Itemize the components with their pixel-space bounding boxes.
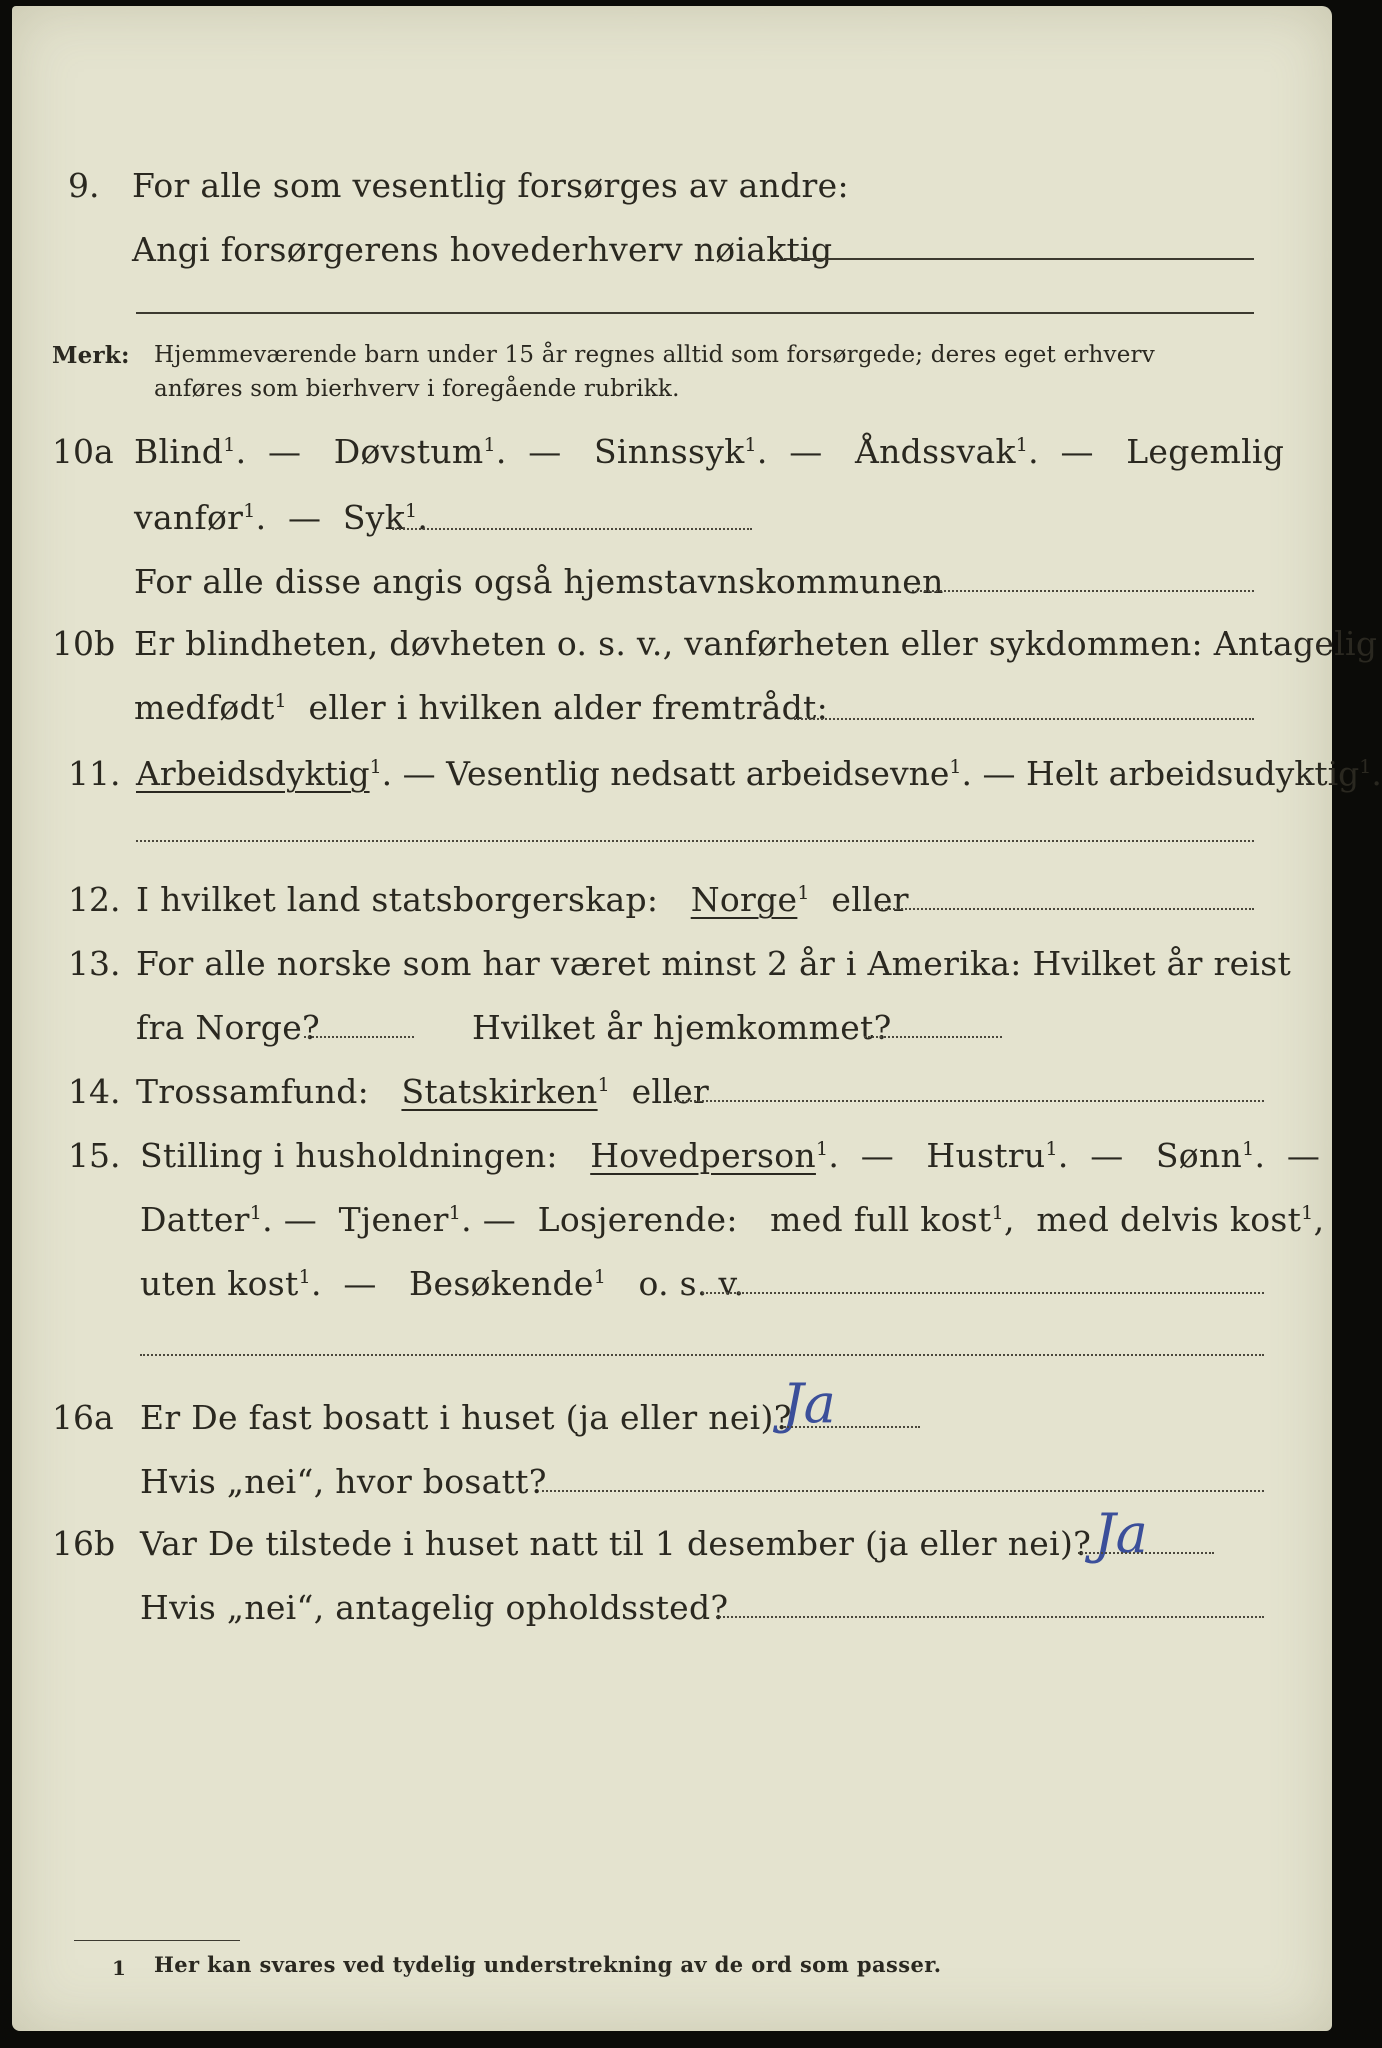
q10b-answer-line[interactable] <box>794 718 1254 720</box>
q13-fra-label: fra Norge? <box>136 1008 321 1047</box>
q14-line: Trossamfund: Statskirken$^1$ eller <box>136 1072 710 1111</box>
q13-line1: For alle norske som har været minst 2 år i Amerika: Hvilket år reist <box>136 944 1292 983</box>
delviskost-option[interactable]: med delvis kost <box>1036 1200 1302 1239</box>
q10b-line1: Er blindheten, døvheten o. s. v., vanførheten eller sykdommen: Antagelig <box>134 624 1378 663</box>
q9-answer-line-2[interactable] <box>136 312 1254 314</box>
q16b-followup-line[interactable] <box>716 1616 1264 1618</box>
q9-number: 9. <box>68 166 100 205</box>
hovedperson-option[interactable]: Hovedperson <box>590 1136 816 1175</box>
q16b-question: Var De tilstede i huset natt til 1 desember (ja eller nei)? <box>140 1524 1092 1563</box>
tjener-option[interactable]: Tjener <box>338 1200 449 1239</box>
q14-number: 14. <box>68 1072 121 1111</box>
q10a-line2: vanfør$^1$. — Syk$^1$. <box>134 498 429 537</box>
q15-number: 15. <box>68 1136 121 1175</box>
q15-answer-line[interactable] <box>702 1292 1264 1294</box>
datter-option[interactable]: Datter <box>140 1200 250 1239</box>
q16a-number: 16a <box>52 1398 114 1437</box>
footnote-rule <box>74 1940 240 1941</box>
q12-line: I hvilket land statsborgerskap: Norge$^1$ eller <box>136 880 909 919</box>
besokende-option[interactable]: Besøkende <box>409 1264 594 1303</box>
q14-answer-line[interactable] <box>674 1100 1264 1102</box>
dovstum-option[interactable]: Døvstum <box>333 432 484 471</box>
sonn-option[interactable]: Sønn <box>1155 1136 1243 1175</box>
q10a-kommune-line[interactable] <box>912 590 1254 592</box>
syk-option[interactable]: Syk <box>342 498 406 537</box>
andssvak-option[interactable]: Åndssvak <box>854 432 1016 471</box>
fullkost-option[interactable]: med full kost <box>770 1200 992 1239</box>
q12-number: 12. <box>68 880 121 919</box>
q11-line: Arbeidsdyktig$^1$. — Vesentlig nedsatt arbeidsevne$^1$. — Helt arbeidsudyktig$^1$. <box>136 754 1382 793</box>
sinnssyk-option[interactable]: Sinnssyk <box>593 432 745 471</box>
q13-number: 13. <box>68 944 121 983</box>
merk-line2: anføres som bierhverv i foregående rubrikk. <box>154 376 680 402</box>
q10a-line3: For alle disse angis også hjemstavnskommunen <box>134 562 944 601</box>
q10b-number: 10b <box>52 624 116 663</box>
q16a-followup-line[interactable] <box>542 1490 1264 1492</box>
q13-fra-line[interactable] <box>304 1036 414 1038</box>
utenkost-option[interactable]: uten kost <box>140 1264 299 1303</box>
vanfor-option[interactable]: vanfør <box>134 498 244 537</box>
vesentlig-option[interactable]: Vesentlig nedsatt arbeidsevne <box>446 754 950 793</box>
q15-line3: uten kost$^1$. — Besøkende$^1$ o. s. v. <box>140 1264 745 1303</box>
census-form-page <box>12 6 1382 2031</box>
q16b-followup: Hvis „nei“, antagelig opholdssted? <box>140 1588 729 1627</box>
q10a-syk-line[interactable] <box>392 528 752 530</box>
footnote-text: Her kan svares ved tydelig understrekning av de ord som passer. <box>154 1952 942 1977</box>
statskirken-option[interactable]: Statskirken <box>401 1072 598 1111</box>
q10b-line2: medfødt$^1$ eller i hvilken alder fremtrådt: <box>134 688 829 727</box>
hustru-option[interactable]: Hustru <box>926 1136 1046 1175</box>
legemlig-option[interactable]: Legemlig <box>1126 432 1285 471</box>
merk-label: Merk: <box>52 342 130 369</box>
q13-hjem-label: Hvilket år hjemkommet? <box>472 1008 892 1047</box>
medfodt-option[interactable]: medfødt <box>134 688 275 727</box>
q10a-number: 10a <box>52 432 114 471</box>
q10a-line1: Blind$^1$. — Døvstum$^1$. — Sinnssyk$^1$. — Åndssvak$^1$. — Legemlig <box>134 432 1285 471</box>
q16b-answer-line[interactable] <box>1078 1552 1214 1554</box>
q12-answer-line[interactable] <box>878 908 1254 910</box>
helt-option[interactable]: Helt arbeidsudyktig <box>1025 754 1360 793</box>
q16a-followup: Hvis „nei“, hvor bosatt? <box>140 1462 547 1501</box>
q9-line2: Angi forsørgerens hovederhverv nøiaktig <box>132 230 833 269</box>
q15-line2: Datter$^1$. — Tjener$^1$. — Losjerende: med full kost$^1$, med delvis kost$^1$, <box>140 1200 1325 1239</box>
arbeidsdyktig-option[interactable]: Arbeidsdyktig <box>136 754 370 793</box>
merk-line1: Hjemmeværende barn under 15 år regnes alltid som forsørgede; deres eget erhverv <box>154 342 1155 368</box>
q9-line1: For alle som vesentlig forsørges av andre: <box>132 166 849 205</box>
q15-answer-line-2[interactable] <box>140 1354 1264 1356</box>
q16b-handwritten-answer[interactable]: Ja <box>1094 1502 1148 1565</box>
q16b-number: 16b <box>52 1524 116 1563</box>
q16a-question: Er De fast bosatt i huset (ja eller nei)? <box>140 1398 792 1437</box>
q16a-answer-line[interactable] <box>784 1426 920 1428</box>
q11-number: 11. <box>68 754 121 793</box>
q11-answer-line[interactable] <box>136 840 1254 842</box>
q13-hjem-line[interactable] <box>864 1036 1002 1038</box>
q15-line1: Stilling i husholdningen: Hovedperson$^1$. — Hustru$^1$. — Sønn$^1$. — <box>140 1136 1321 1175</box>
q16a-handwritten-answer[interactable]: Ja <box>782 1372 836 1435</box>
norge-option[interactable]: Norge <box>690 880 798 919</box>
blind-option[interactable]: Blind <box>134 432 224 471</box>
q9-answer-line[interactable] <box>784 258 1254 260</box>
footnote-mark: 1 <box>112 1956 127 1980</box>
